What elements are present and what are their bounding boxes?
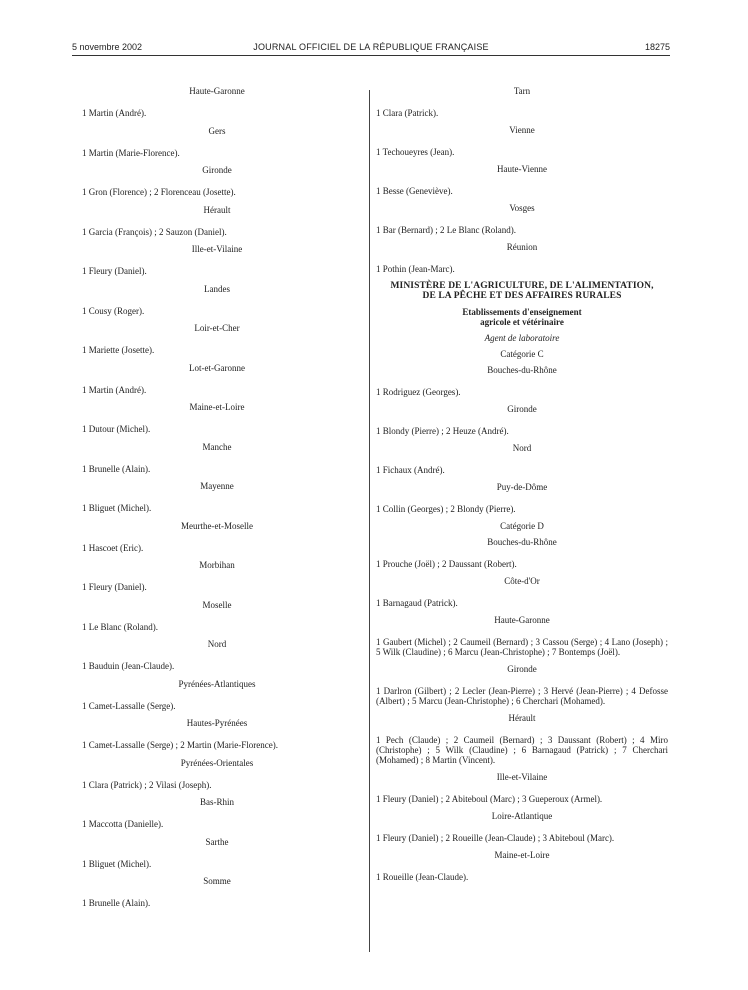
- department-name: Ille-et-Vilaine: [496, 772, 548, 782]
- department-name: Nord: [207, 639, 227, 649]
- department-name: Mayenne: [200, 481, 234, 491]
- department-section: [82, 165, 352, 197]
- appointment-list: 1 Gron (Florence) ; 2 Florenceau (Josette).: [82, 187, 236, 197]
- department-name: Maine-et-Loire: [494, 850, 550, 860]
- department-section: [376, 86, 668, 118]
- department-section: [82, 560, 352, 592]
- appointment-list: 1 Mariette (Josette).: [82, 345, 155, 355]
- appointment-list: 1 Barnagaud (Patrick).: [376, 598, 458, 608]
- appointment-list: 1 Gaubert (Michel) ; 2 Caumeil (Bernard) ; 3 Cassou (Serge) ; 4 Lano (Joseph) ; 5 Wilk (Claudine) ; 6 Marcu (Jean-Christophe) ; 7 Bontemps (Joël).: [376, 637, 668, 657]
- department-section: [376, 482, 668, 514]
- appointment-list: 1 Maccotta (Danielle).: [82, 819, 164, 829]
- department-section: [82, 402, 352, 434]
- ministry-line-1: MINISTÈRE DE L'AGRICULTURE, DE L'ALIMENTATION,: [390, 281, 654, 291]
- department-section: [82, 86, 352, 118]
- department-name: Sarthe: [205, 836, 229, 847]
- appointment-list: 1 Clara (Patrick) ; 2 Vilasi (Joseph).: [82, 779, 212, 790]
- department-section: [376, 664, 668, 706]
- appointment-list: 1 Camet-Lassalle (Serge).: [82, 700, 176, 711]
- department-name: Landes: [204, 283, 230, 294]
- appointment-list: 1 Dutour (Michel).: [82, 424, 151, 434]
- department-name: Morbihan: [199, 560, 235, 570]
- appointment-list: 1 Fleury (Daniel).: [82, 582, 147, 592]
- department-name: Gironde: [507, 664, 537, 674]
- appointment-list: 1 Bliguet (Michel).: [82, 503, 152, 513]
- department-section: [376, 576, 668, 608]
- establishment-line-2: agricole et vétérinaire: [480, 317, 564, 327]
- department-name: Ille-et-Vilaine: [191, 244, 243, 254]
- appointment-list: 1 Pech (Claude) ; 2 Caumeil (Bernard) ; 3 Daussant (Robert) ; 4 Miro (Christophe) ; 5 Wilk (Claudine) ; 6 Barnagaud (Patrick) ; 7 Cherchari (Mohamed) ; 8 Martin (Vincent).: [376, 735, 668, 765]
- appointment-list: 1 Besse (Geneviève).: [376, 186, 453, 196]
- department-name: Puy-de-Dôme: [496, 482, 548, 492]
- appointment-list: 1 Bauduin (Jean-Claude).: [82, 661, 175, 671]
- appointment-list: 1 Fleury (Daniel) ; 2 Abiteboul (Marc) ; 3 Gueperoux (Armel).: [376, 794, 603, 804]
- department-section: [376, 125, 668, 157]
- department-name: Bas-Rhin: [199, 797, 234, 807]
- department-section: [82, 244, 352, 276]
- department-section: [376, 164, 668, 196]
- department-name: Maine-et-Loire: [189, 402, 245, 412]
- department-name: Manche: [202, 441, 232, 452]
- department-name: Haute-Garonne: [189, 86, 245, 96]
- department-name: Vosges: [509, 203, 535, 213]
- appointment-list: 1 Fleury (Daniel).: [82, 266, 147, 276]
- appointment-list: 1 Blondy (Pierre) ; 2 Heuze (André).: [376, 426, 509, 436]
- department-section: [82, 837, 352, 869]
- department-name: Côte-d'Or: [504, 576, 540, 586]
- department-name: Bouches-du-Rhône: [487, 537, 557, 547]
- department-name: Hérault: [508, 713, 536, 723]
- department-name: Loir-et-Cher: [194, 323, 240, 333]
- establishment-line-1: Etablissements d'enseignement: [462, 307, 582, 317]
- appointment-list: 1 Martin (Marie-Florence).: [82, 147, 180, 158]
- department-section: [376, 615, 668, 657]
- department-section: [376, 365, 668, 397]
- department-name: Gers: [208, 125, 226, 136]
- department-name: Gironde: [202, 165, 232, 175]
- department-section: [376, 772, 668, 804]
- establishment-heading: [376, 307, 668, 327]
- appointment-list: 1 Bliguet (Michel).: [82, 858, 152, 869]
- appointment-list: 1 Bar (Bernard) ; 2 Le Blanc (Roland).: [376, 225, 516, 235]
- department-name: Lot-et-Garonne: [189, 362, 245, 373]
- header-title: JOURNAL OFFICIEL DE LA RÉPUBLIQUE FRANÇAISE: [253, 42, 489, 52]
- right-column: [376, 86, 668, 889]
- department-section: [82, 600, 352, 632]
- department-name: Pyrénées-Atlantiques: [178, 678, 256, 689]
- department-name: Vienne: [509, 125, 535, 135]
- category-c-label: Catégorie C: [500, 349, 544, 359]
- appointment-list: 1 Rodriguez (Georges).: [376, 387, 461, 397]
- department-section: [82, 481, 352, 513]
- ministry-heading: [376, 281, 668, 301]
- department-name: Meurthe-et-Moselle: [181, 520, 253, 531]
- department-name: Pyrénées-Orientales: [180, 757, 254, 768]
- department-section: [376, 242, 668, 274]
- appointment-list: 1 Clara (Patrick).: [376, 108, 439, 118]
- appointment-list: 1 Darlron (Gilbert) ; 2 Lecler (Jean-Pierre) ; 3 Hervé (Jean-Pierre) ; 4 Defosse (Albert) ; 5 Marcu (Jean-Christophe) ; 6 Cherchari (Mohamed).: [376, 686, 668, 706]
- department-section: [82, 521, 352, 553]
- department-section: [82, 363, 352, 395]
- appointment-list: 1 Brunelle (Alain).: [82, 898, 151, 908]
- appointment-list: 1 Fleury (Daniel) ; 2 Roueille (Jean-Claude) ; 3 Abiteboul (Marc).: [376, 833, 615, 843]
- department-section: [82, 126, 352, 158]
- department-section: [82, 876, 352, 908]
- header-rule: [72, 55, 670, 56]
- department-name: Bouches-du-Rhône: [487, 365, 557, 375]
- left-column: [82, 86, 352, 916]
- appointment-list: 1 Brunelle (Alain).: [82, 463, 151, 474]
- department-name: Moselle: [202, 599, 232, 610]
- department-section: [82, 323, 352, 355]
- appointment-list: 1 Hascoet (Eric).: [82, 542, 144, 553]
- post-title: Agent de laboratoire: [484, 333, 560, 343]
- department-name: Gironde: [507, 404, 537, 414]
- department-section: [82, 639, 352, 671]
- department-name: Réunion: [506, 242, 538, 252]
- appointment-list: 1 Fichaux (André).: [376, 465, 445, 475]
- department-section: [376, 850, 668, 882]
- department-name: Haute-Vienne: [497, 164, 547, 174]
- appointment-list: 1 Pothin (Jean-Marc).: [376, 264, 455, 274]
- appointment-list: 1 Roueille (Jean-Claude).: [376, 872, 469, 882]
- department-name: Tarn: [513, 86, 531, 96]
- department-section: [82, 284, 352, 316]
- department-name: Somme: [203, 876, 231, 886]
- department-name: Loire-Atlantique: [491, 811, 553, 821]
- department-name: Hautes-Pyrénées: [186, 718, 248, 728]
- appointment-list: 1 Garcia (François) ; 2 Sauzon (Daniel).: [82, 226, 227, 237]
- header-date: 5 novembre 2002: [72, 42, 143, 52]
- appointment-list: 1 Martin (André).: [82, 384, 147, 395]
- department-name: Nord: [512, 443, 532, 453]
- appointment-list: 1 Camet-Lassalle (Serge) ; 2 Martin (Marie-Florence).: [82, 740, 279, 750]
- department-section: [376, 203, 668, 235]
- department-section: [376, 404, 668, 436]
- department-section: [82, 679, 352, 711]
- appointment-list: 1 Le Blanc (Roland).: [82, 621, 158, 632]
- appointment-list: 1 Martin (André).: [82, 108, 147, 118]
- department-section: [82, 205, 352, 237]
- appointment-list: 1 Techoueyres (Jean).: [376, 147, 455, 157]
- department-name: Hérault: [203, 204, 231, 215]
- department-section: [376, 443, 668, 475]
- appointment-list: 1 Prouche (Joël) ; 2 Daussant (Robert).: [376, 559, 517, 569]
- appointment-list: 1 Collin (Georges) ; 2 Blondy (Pierre).: [376, 504, 516, 514]
- column-divider: [369, 90, 370, 952]
- department-section: [82, 797, 352, 829]
- ministry-line-2: DE LA PÊCHE ET DES AFFAIRES RURALES: [422, 291, 622, 301]
- department-name: Haute-Garonne: [494, 615, 550, 625]
- department-section: [376, 537, 668, 569]
- appointment-list: 1 Cousy (Roger).: [82, 305, 145, 316]
- category-d-label: Catégorie D: [500, 521, 544, 531]
- header-page-number: 18275: [644, 42, 670, 52]
- department-section: [82, 442, 352, 474]
- page-header: [72, 42, 670, 56]
- department-section: [376, 713, 668, 765]
- department-section: [376, 811, 668, 843]
- department-section: [82, 718, 352, 750]
- department-section: [82, 758, 352, 790]
